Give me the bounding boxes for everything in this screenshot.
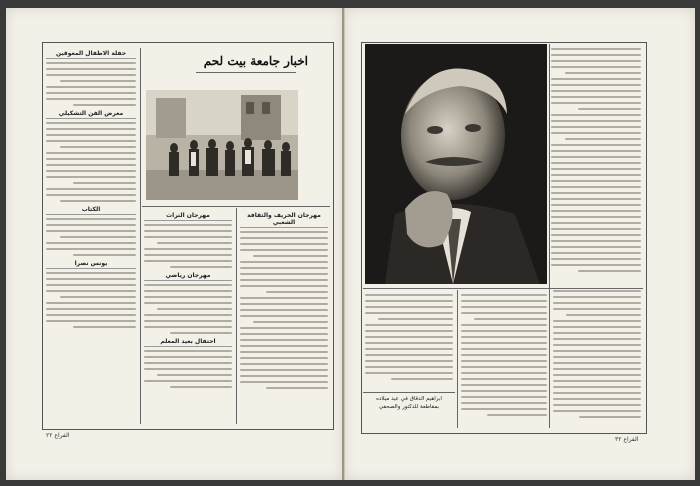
photo-caption-line2: بمقاطعة للدكتور والصحفي xyxy=(378,404,440,410)
section-title: اخبار جامعة بيت لحم xyxy=(203,54,308,68)
magazine-spread xyxy=(6,8,694,480)
left-page xyxy=(6,8,343,480)
left-col-rule-2 xyxy=(236,208,237,424)
caption-rule xyxy=(363,392,455,393)
heading-sports: مهرجان رياضي xyxy=(144,272,232,281)
heading-book: الكتاب xyxy=(46,206,136,215)
heading-teacher-day: احتفال بعيد المعلم xyxy=(144,338,232,347)
heading-heritage: مهرجان التراث xyxy=(144,212,232,221)
right-v-rule xyxy=(457,290,458,428)
right-column-lower-b xyxy=(461,294,547,426)
right-h-rule xyxy=(363,288,643,289)
photo-caption-line1: ابراهيم الدقاق في عيد ميلاده xyxy=(376,396,442,402)
heading-autumn-festival: مهرجان الخريف والثقافة الشعبي xyxy=(240,212,328,228)
right-v-rule-2 xyxy=(549,44,550,428)
heading-disabled-children: حفلة الاطفال المعوقين xyxy=(46,50,136,59)
right-column-lower-c xyxy=(553,290,641,426)
right-column-top xyxy=(551,48,641,284)
right-page-footer: الفراع ٣٢ xyxy=(615,436,639,443)
left-column-c xyxy=(240,210,328,422)
left-page-footer: الفراع ٢٢ xyxy=(46,432,70,439)
campus-photo xyxy=(146,90,298,200)
heading-younis: يونس نصرا xyxy=(46,260,136,269)
left-column-b xyxy=(144,210,232,422)
portrait-photo xyxy=(365,44,547,284)
title-rule xyxy=(196,72,296,73)
right-page xyxy=(344,8,695,480)
left-h-rule xyxy=(142,206,330,207)
right-column-lower-a xyxy=(365,294,453,390)
left-col-rule-1 xyxy=(140,48,141,424)
heading-art-exhibition: معرض الفن التشكيلي xyxy=(46,110,136,119)
left-column-a xyxy=(46,48,136,422)
